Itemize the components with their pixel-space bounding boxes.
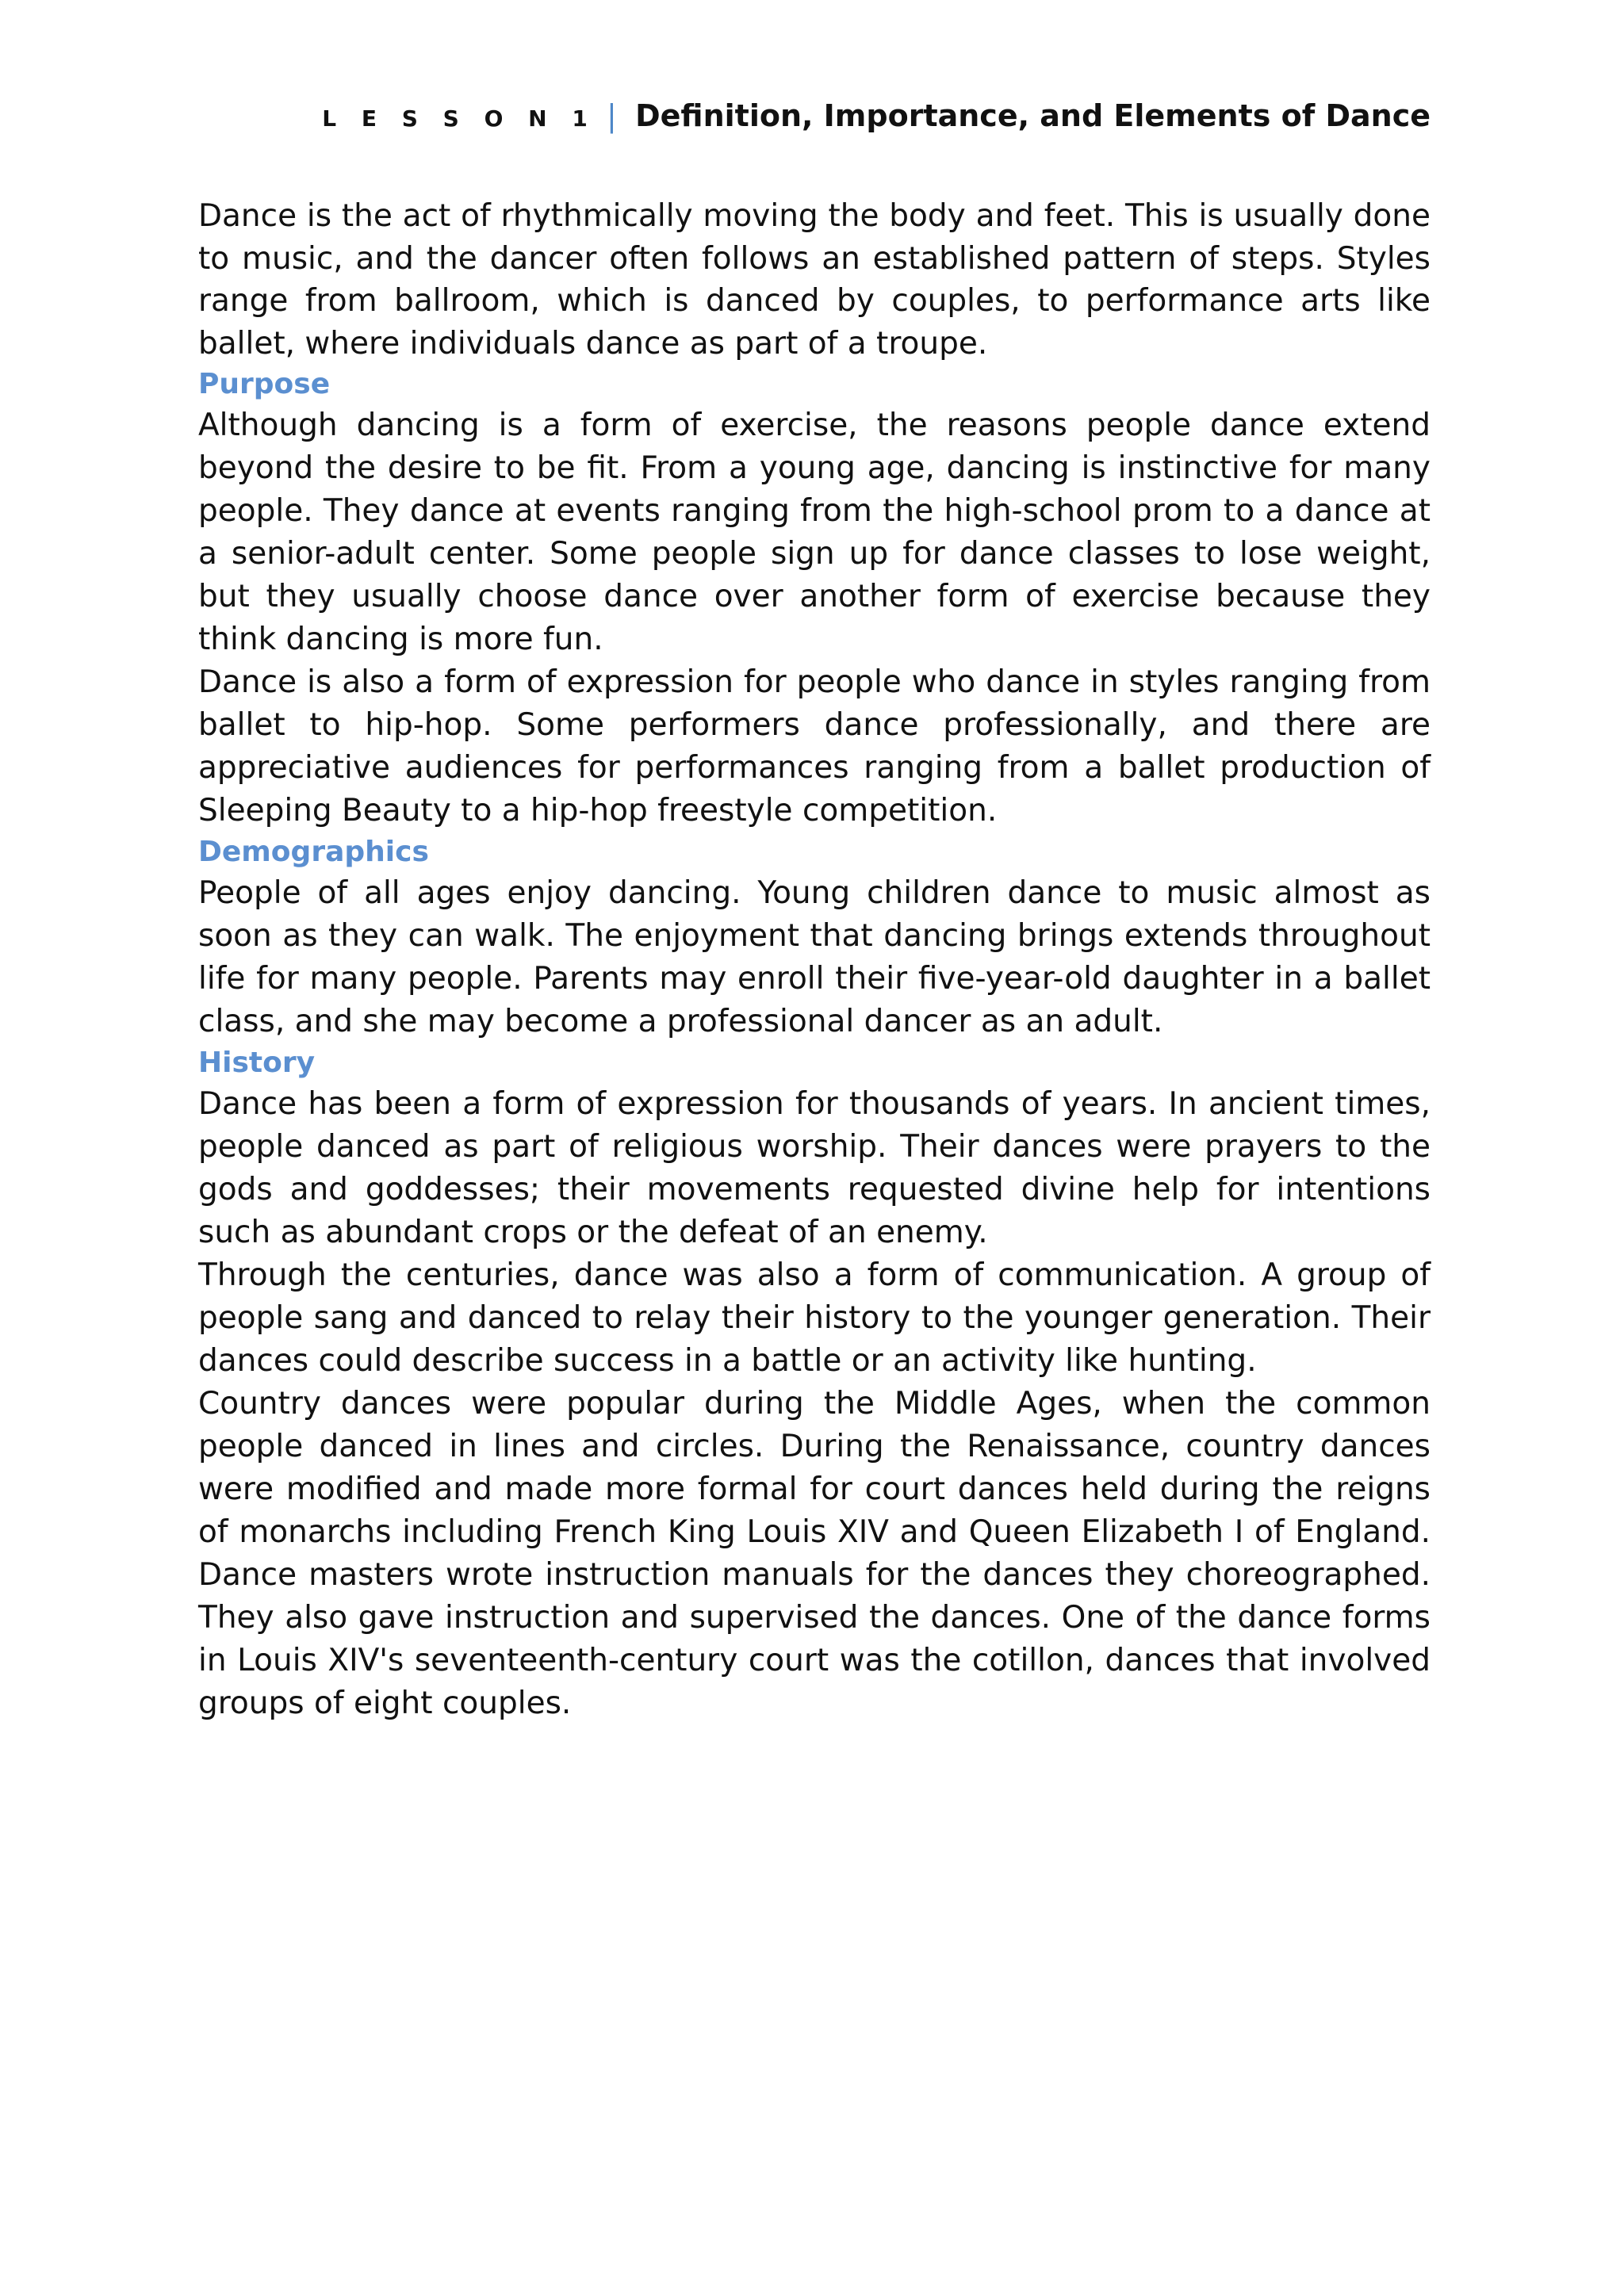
demographics-paragraph-1: People of all ages enjoy dancing. Young children dance to music almost as soon as they can walk. The enjoyment that dancing brings extends throughout life for many people. Parents may enroll their five-year-old daughter in a ballet class, and she may become a professional dancer as an adult.	[198, 875, 1431, 1039]
purpose-paragraph-2: Dance is also a form of expression for people who dance in styles ranging from ballet to hip-hop. Some performers dance professionally, and there are appreciative audiences for performances ranging from a ballet production of Sleeping Beauty to a hip-hop freestyle competition.	[198, 664, 1431, 828]
purpose-paragraph-1: Although dancing is a form of exercise, the reasons people dance extend beyond the desire to be fit. From a young age, dancing is instinctive for many people. They dance at events ranging from the high-school prom to a dance at a senior-adult center. Some people sign up for dance classes to lose weight, but they usually choose dance over another form of exercise because they think dancing is more fun.	[198, 408, 1431, 657]
history-paragraph-1: Dance has been a form of expression for thousands of years. In ancient times, people danced as part of religious worship. Their dances were prayers to the gods and goddesses; their movements requested divine help for intentions such as abundant crops or the defeat of an enemy.	[198, 1086, 1431, 1250]
header-separator: |	[607, 98, 617, 133]
page-header	[198, 98, 1431, 133]
history-heading: History	[198, 1047, 316, 1079]
history-paragraph-3: Country dances were popular during the Middle Ages, when the common people danced in lines and circles. During the Renaissance, country dances were modified and made more formal for court dances held during the reigns of monarchs including French King Louis XIV and Queen Elizabeth I of England. Dance masters wrote instruction manuals for the dances they choreographed. They also gave instruction and supervised the dances. One of the dance forms in Louis XIV's seventeenth-century court was the cotillon, dances that involved groups of eight couples.	[198, 1386, 1431, 1721]
intro-paragraph: Dance is the act of rhythmically moving the body and feet. This is usually done to music, and the dancer often follows an established pattern of steps. Styles range from ballroom, which is danced by couples, to performance arts like ballet, where individuals dance as part of a troupe.	[198, 198, 1431, 362]
history-paragraph-2: Through the centuries, dance was also a form of communication. A group of people sang and danced to relay their history to the younger generation. Their dances could describe success in a battle or an activity like hunting.	[198, 1257, 1431, 1379]
header-title: Definition, Importance, and Elements of Dance	[635, 98, 1431, 133]
demographics-heading: Demographics	[198, 836, 429, 868]
lesson-label: L E S S O N 1	[322, 105, 596, 132]
document-body	[198, 195, 1431, 1725]
purpose-heading: Purpose	[198, 368, 331, 400]
